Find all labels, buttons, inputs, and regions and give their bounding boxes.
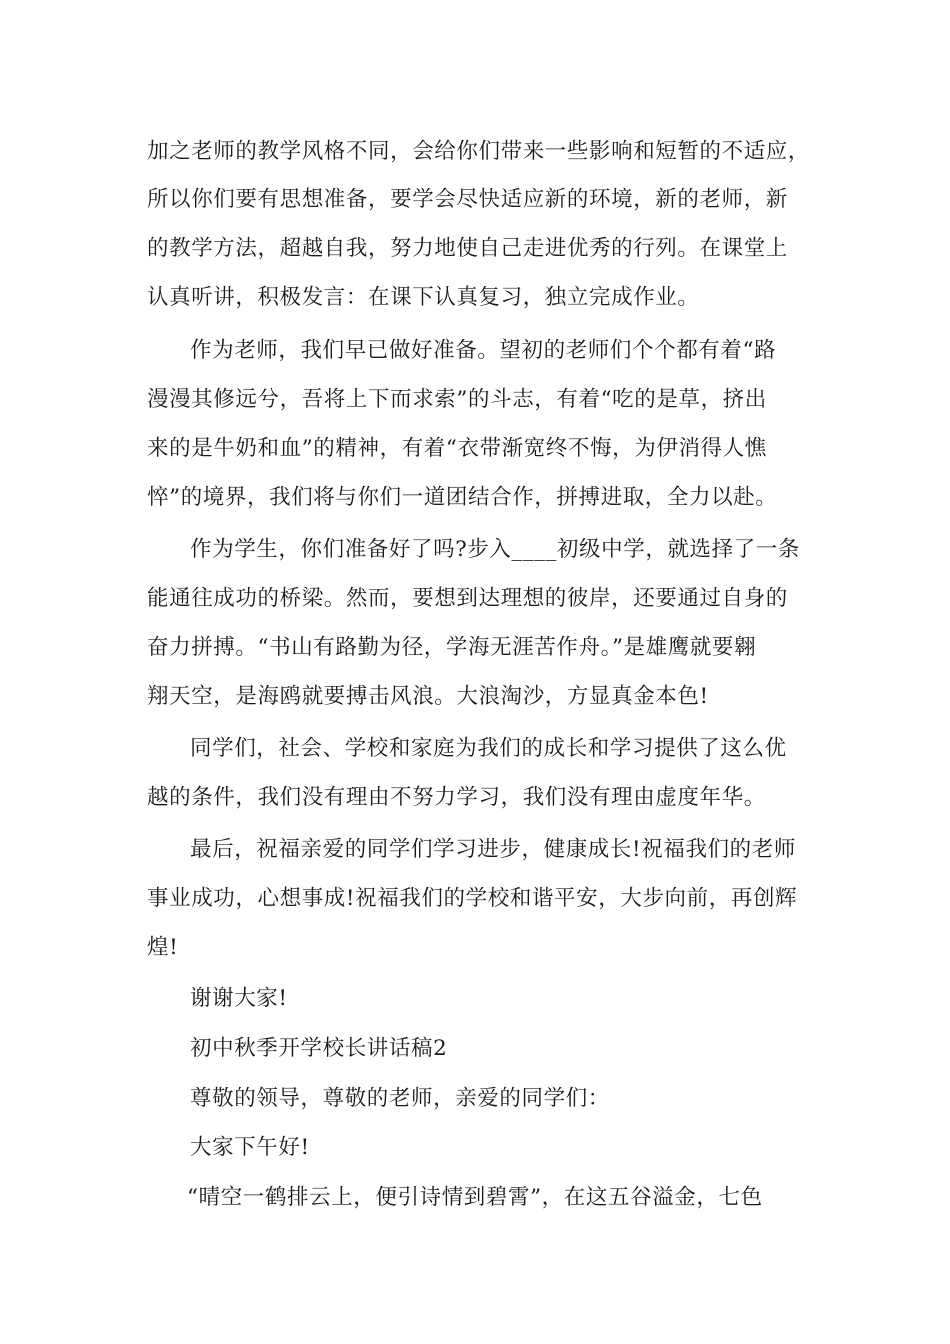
text-line: 同学们，社会、学校和家庭为我们的成长和学习提供了这么优: [190, 736, 787, 761]
text-line: 作为学生，你们准备好了吗?步入____初级中学，就选择了一条: [190, 537, 801, 562]
text-line: 越的条件，我们没有理由不努力学习，我们没有理由虚度年华。: [147, 785, 766, 810]
text-line: 漫漫其修远兮，吾将上下而求索”的斗志，有着“吃的是草，挤出: [147, 387, 767, 412]
text-line: 大家下午好!: [190, 1135, 310, 1160]
text-line: 悴”的境界，我们将与你们一道团结合作，拼搏进取，全力以赴。: [147, 485, 778, 510]
text-line: 事业成功，心想事成!祝福我们的学校和谐平安，大步向前，再创辉: [147, 886, 798, 911]
text-line: 能通往成功的桥梁。然而，要想到达理想的彼岸，还要通过自身的: [147, 586, 788, 611]
text-line: 加之老师的教学风格不同，会给你们带来一些影响和短暂的不适应，: [147, 139, 811, 164]
text-line: 奋力拼搏。“书山有路勤为径，学海无涯苦作舟。”是雄鹰就要翱: [147, 635, 757, 660]
text-line: 来的是牛奶和血”的精神，有着“衣带渐宽终不悔，为伊消得人憔: [147, 436, 767, 461]
text-line: 的教学方法，超越自我，努力地使自己走进优秀的行列。在课堂上: [147, 236, 788, 261]
text-line: 翔天空，是海鸥就要搏击风浪。大浪淘沙，方显真金本色!: [147, 684, 709, 709]
text-line: 尊敬的领导，尊敬的老师，亲爱的同学们：: [190, 1086, 610, 1111]
text-line: 煌!: [147, 935, 179, 960]
text-line: 谢谢大家!: [190, 986, 288, 1011]
text-line: “晴空一鹤排云上，便引诗情到碧霄”，在这五谷溢金，七色: [187, 1185, 763, 1210]
section-title: 初中秋季开学校长讲话稿2: [190, 1036, 448, 1061]
text-line: 作为老师，我们早已做好准备。望初的老师们个个都有着“路: [190, 338, 777, 363]
text-line: 认真听讲，积极发言：在课下认真复习，独立完成作业。: [147, 285, 700, 310]
text-line: 所以你们要有思想准备，要学会尽快适应新的环境，新的老师，新: [147, 187, 788, 212]
text-line: 最后，祝福亲爱的同学们学习进步，健康成长!祝福我们的老师: [190, 837, 796, 862]
